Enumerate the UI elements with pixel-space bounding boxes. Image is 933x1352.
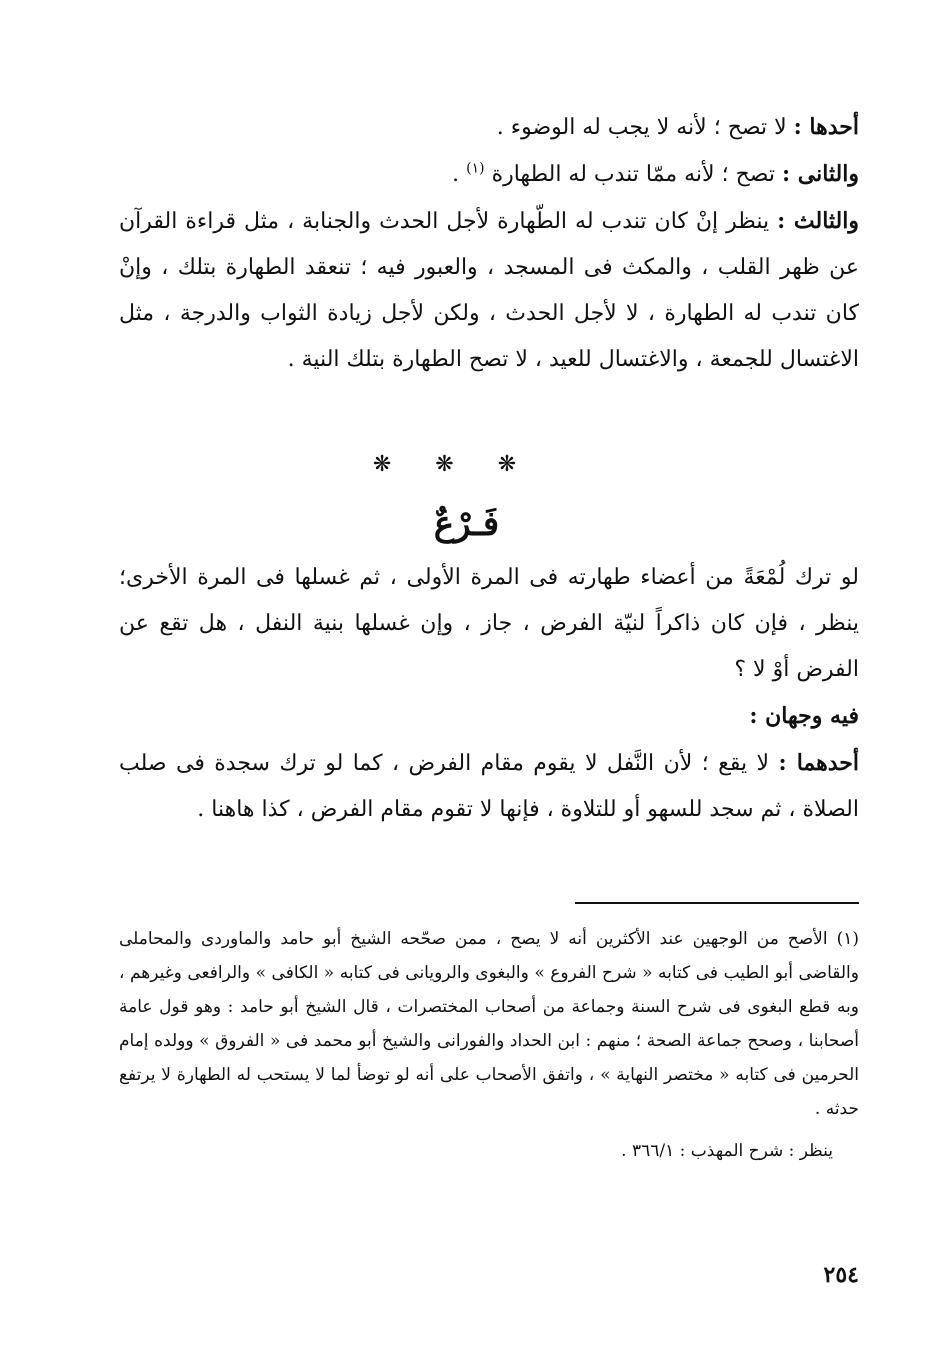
paragraph-text: ينظر إنْ كان تندب له الطّهارة لأجل الحدث والجنابة ، مثل قراءة القرآن عن ظهر القلب ، والمكث فى المسجد ، والعبور فيه ؛ تنعقد الطهارة بتلك ، وإنْ كان تندب له الطهارة ، لا لأجل الحدث ، ولكن لأجل زيادة الثواب والدرجة ، مثل الاغتسال للجمعة ، والاغتسال للعيد ، لا تصح الطهارة بتلك النية . [119,209,859,372]
footnote-divider [575,902,859,904]
star-ornament-icon: ❋ [435,452,498,477]
footnote-reference: ينظر : شرح المهذب : ٣٦٦/١ . [621,1141,833,1161]
paragraph-label: فيه وجهان : [749,703,859,729]
footnote-text: (١) الأصح من الوجهين عند الأكثرين أنه لا يصح ، ممن صحّحه الشيخ أبو حامد والماوردى والمحاملى والقاضى أبو الطيب فى كتابه « شرح الفروع » والبغوى والرويانى فى كتابه « الكافى » والرافعى وغيرهم ، وبه قطع البغوى فى شرح السنة وجماعة من أصحاب المختصرات ، قال الشيخ أبو حامد : وهو قول عامة أصحابنا ، وصحح جماعة الصحة ؛ منهم : ابن الحداد والفورانى والشيخ أبو محمد فى « الفروق » وولده إمام الحرمين فى كتابه « مختصر النهاية » ، واتفق الأصحاب على أنه لو توضأ لما لا يستحب له الطهارة لا يرتفع حدثه . [119,929,859,1119]
footnote-marker: (١) [466,160,485,177]
star-ornament-icon: ❋ [497,452,561,477]
paragraph-first-of-two [119,740,859,833]
paragraph-second-view [119,151,859,198]
paragraph-two-views [119,693,859,740]
paragraph-text: لو ترك لُمْعَةً من أعضاء طهارته فى المرة الأولى ، ثم غسلها فى المرة الأخرى؛ ينظر ، فإن كان ذاكراً لنيّة الفرض ، جاز ، وإن غسلها بنية النفل ، هل تقع عن الفرض أوْ لا ؟ [119,565,859,682]
paragraph-first-view [119,104,859,151]
paragraph-label: والثانى : [781,161,859,187]
star-ornament-icon: ❋ [372,452,436,477]
footnotes [119,922,859,1168]
main-text-bottom [119,554,859,833]
paragraph-label: أحدها : [793,114,859,140]
section-separator [0,452,933,477]
paragraph-label: والثالث : [777,208,859,234]
main-text-top [119,104,859,383]
page-number: ٢٥٤ [823,1262,859,1288]
section-heading: فَـرْعٌ [433,504,500,544]
paragraph-third-view [119,198,859,383]
paragraph-question [119,554,859,693]
paragraph-text: لا تصح ؛ لأنه لا يجب له الوضوء . [496,115,794,140]
paragraph-text: تصح ؛ لأنه ممّا تندب له الطهارة [484,162,782,187]
paragraph-tail: . [452,162,467,187]
paragraph-label: أحدهما : [778,750,859,776]
paragraph-text: لا يقع ؛ لأن النَّفل لا يقوم مقام الفرض ، كما لو ترك سجدة فى صلب الصلاة ، ثم سجد للسهو أو للتلاوة ، فإنها لا تقوم مقام الفرض ، كذا هاهنا . [119,751,859,822]
